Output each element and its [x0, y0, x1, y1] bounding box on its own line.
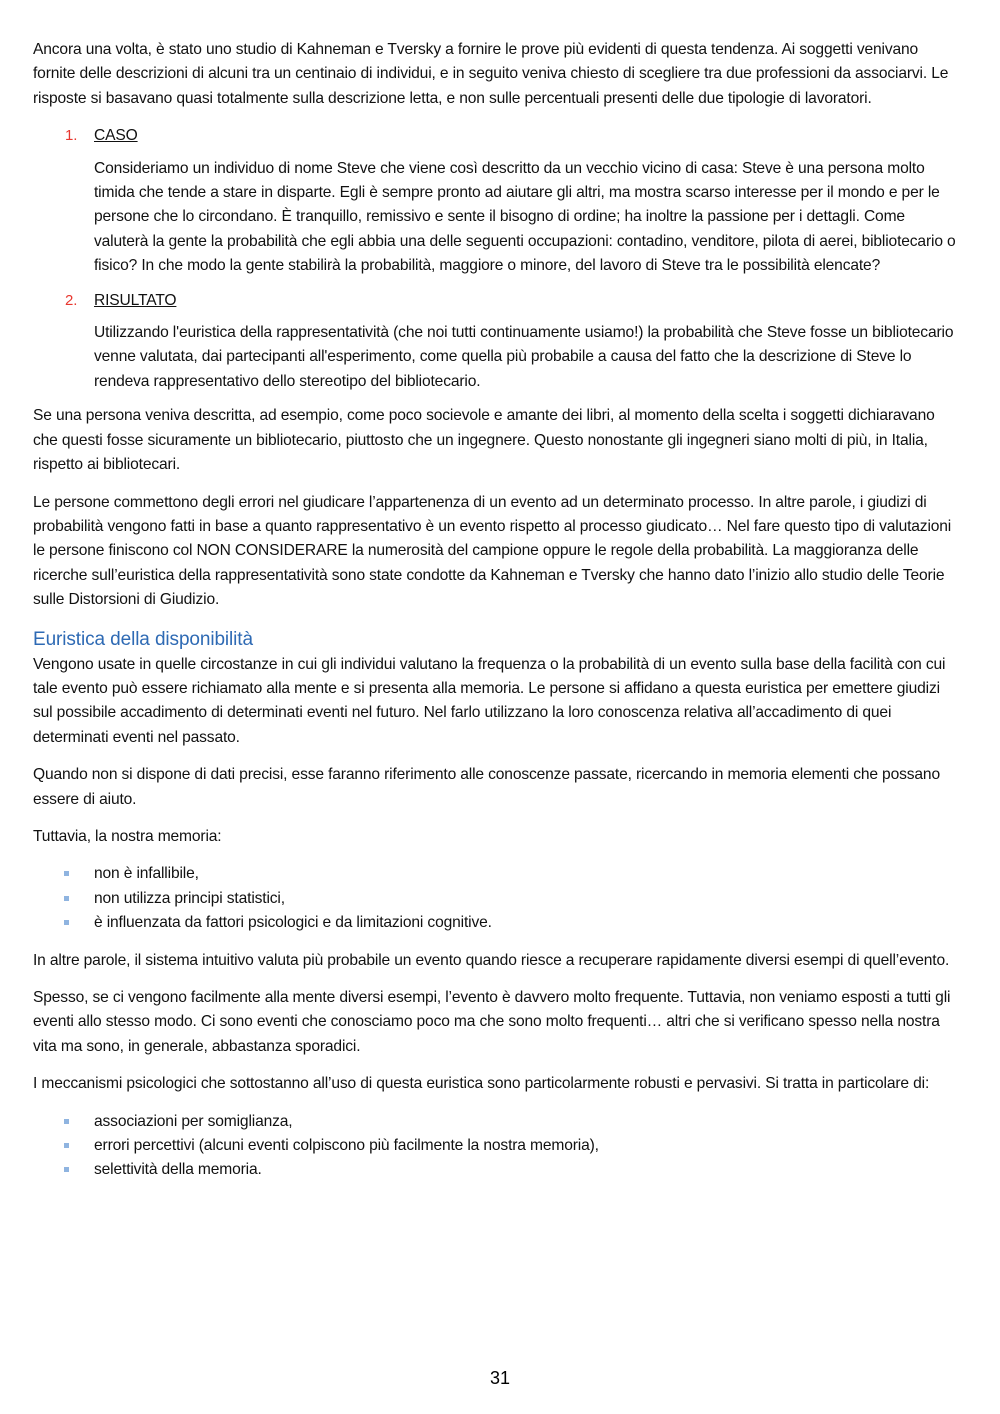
paragraph-availability-1: Vengono usate in quelle circostanze in cui gli individui valutano la frequenza o la probabilità di un evento sulla base della facilità con cui tale evento può essere richiamato alla mente e si presenta alla memoria. Le persone si affidano a questa euristica per emettere giudizi sul possibile accadimento di determinati eventi nel futuro. Nel farlo utilizzano la loro conoscenza relativa all’accadimento di quei determinati eventi nel passato.: [33, 655, 946, 746]
bullet-text: errori percettivi (alcuni eventi colpiscono più facilmente la nostra memoria),: [94, 1137, 599, 1155]
list-item: [33, 911, 961, 935]
list-item-body: Consideriamo un individuo di nome Steve che viene così descritto da un vecchio vicino di casa: Steve è una persona molto timida che tende a stare in disparte. Egli è sempre pronto ad aiutare gli altri, ma mostra scarso interesse per il mondo e per le persone che lo circondano. È tranquillo, remissivo e sente il bisogno di ordine; ha inoltre la passione per i dettagli. Come valuterà la gente la probabilità che egli abbia una delle seguenti occupazioni: contadino, venditore, pilota di aerei, bibliotecario o fisico? In che modo la gente stabilirà la probabilità, maggiore o minore, del lavoro di Steve tra le possibilità elencate?: [94, 159, 956, 275]
list-number: 1.: [65, 127, 78, 145]
list-item: [33, 862, 961, 886]
document-page: [33, 38, 961, 1196]
list-item-body: Utilizzando l'euristica della rappresentatività (che noi tutti continuamente usiamo!) la probabilità che Steve fosse un bibliotecario venne valutata, dai partecipanti all'esperimento, come quella più probabile a causa del fatto che la descrizione di Steve lo rendeva rappresentativo dello stereotipo del bibliotecario.: [94, 324, 954, 390]
paragraph-mechanisms: I meccanismi psicologici che sottostanno all’uso di questa euristica sono particolarmente robusti e pervasivi. Si tratta in particolare di:: [33, 1075, 930, 1093]
square-bullet-icon: [64, 1143, 69, 1148]
bullet-text: è influenzata da fattori psicologici e da limitazioni cognitive.: [94, 914, 492, 932]
list-item-title: RISULTATO: [94, 291, 177, 309]
square-bullet-icon: [64, 1119, 69, 1124]
square-bullet-icon: [64, 920, 69, 925]
memory-bullet-list: [33, 862, 961, 935]
bullet-text: non è infallibile,: [94, 865, 199, 883]
list-item-title: CASO: [94, 127, 138, 145]
bullet-text: non utilizza principi statistici,: [94, 889, 285, 907]
paragraph-errors: Le persone commettono degli errori nel giudicare l’appartenenza di un evento ad un determinato processo. In altre parole, i giudizi di probabilità vengono fatti in base a quanto rappresentativo è un evento rispetto al processo giudicato… Nel fare questo tipo di valutazioni le persone finiscono col NON CONSIDERARE la numerosità del campione oppure le regole della probabilità. La maggioranza delle ricerche sull’euristica della rappresentatività sono state condotte da Kahneman e Tversky che hanno dato l’inizio allo studio delle Teorie sulle Distorsioni di Giudizio.: [33, 493, 952, 609]
square-bullet-icon: [64, 1167, 69, 1172]
paragraph-availability-2: Quando non si dispone di dati precisi, esse faranno riferimento alle conoscenze passate, ricercando in memoria elementi che possano essere di aiuto.: [33, 766, 940, 808]
paragraph-after-list: Se una persona veniva descritta, ad esempio, come poco socievole e amante dei libri, al momento della scelta i soggetti dichiaravano che questi fosse sicuramente un bibliotecario, piuttosto che un ingegnere. Questo nonostante gli ingegneri siano molti di più, in Italia, rispetto ai bibliotecari.: [33, 407, 935, 474]
mechanism-bullet-list: [33, 1110, 961, 1183]
bullet-text: selettività della memoria.: [94, 1161, 262, 1179]
numbered-item-caso: [33, 124, 961, 148]
paragraph-intro: Ancora una volta, è stato uno studio di Kahneman e Tversky a fornire le prove più evidenti di questa tendenza. Ai soggetti venivano fornite delle descrizioni di alcuni tra un centinaio di individui, e in seguito veniva chiesto di scegliere tra due professioni da associarvi. Le risposte si basavano quasi totalmente sulla descrizione letta, e non sulle percentuali presenti delle due tipologie di lavoratori.: [33, 41, 949, 107]
paragraph-memory-intro: Tuttavia, la nostra memoria:: [33, 827, 222, 845]
list-number: 2.: [65, 291, 78, 309]
paragraph-intuitive: In altre parole, il sistema intuitivo valuta più probabile un evento quando riesce a recuperare rapidamente diversi esempi di quell’evento.: [33, 951, 950, 969]
list-item: [33, 887, 961, 911]
paragraph-often: Spesso, se ci vengono facilmente alla mente diversi esempi, l’evento è davvero molto frequente. Tuttavia, non veniamo esposti a tutti gli eventi allo stesso modo. Ci sono eventi che conosciamo poco ma che sono molto frequenti… altri che si verificano spesso nella nostra vita ma sono, in generale, abbastanza sporadici.: [33, 989, 951, 1055]
square-bullet-icon: [64, 896, 69, 901]
square-bullet-icon: [64, 871, 69, 876]
list-item: [33, 1134, 961, 1158]
numbered-item-risultato: [33, 289, 961, 313]
bullet-text: associazioni per somiglianza,: [94, 1112, 293, 1130]
section-heading: Euristica della disponibilità: [33, 628, 253, 650]
list-item: [33, 1110, 961, 1134]
page-number: 31: [489, 1368, 511, 1388]
list-item: [33, 1158, 961, 1182]
